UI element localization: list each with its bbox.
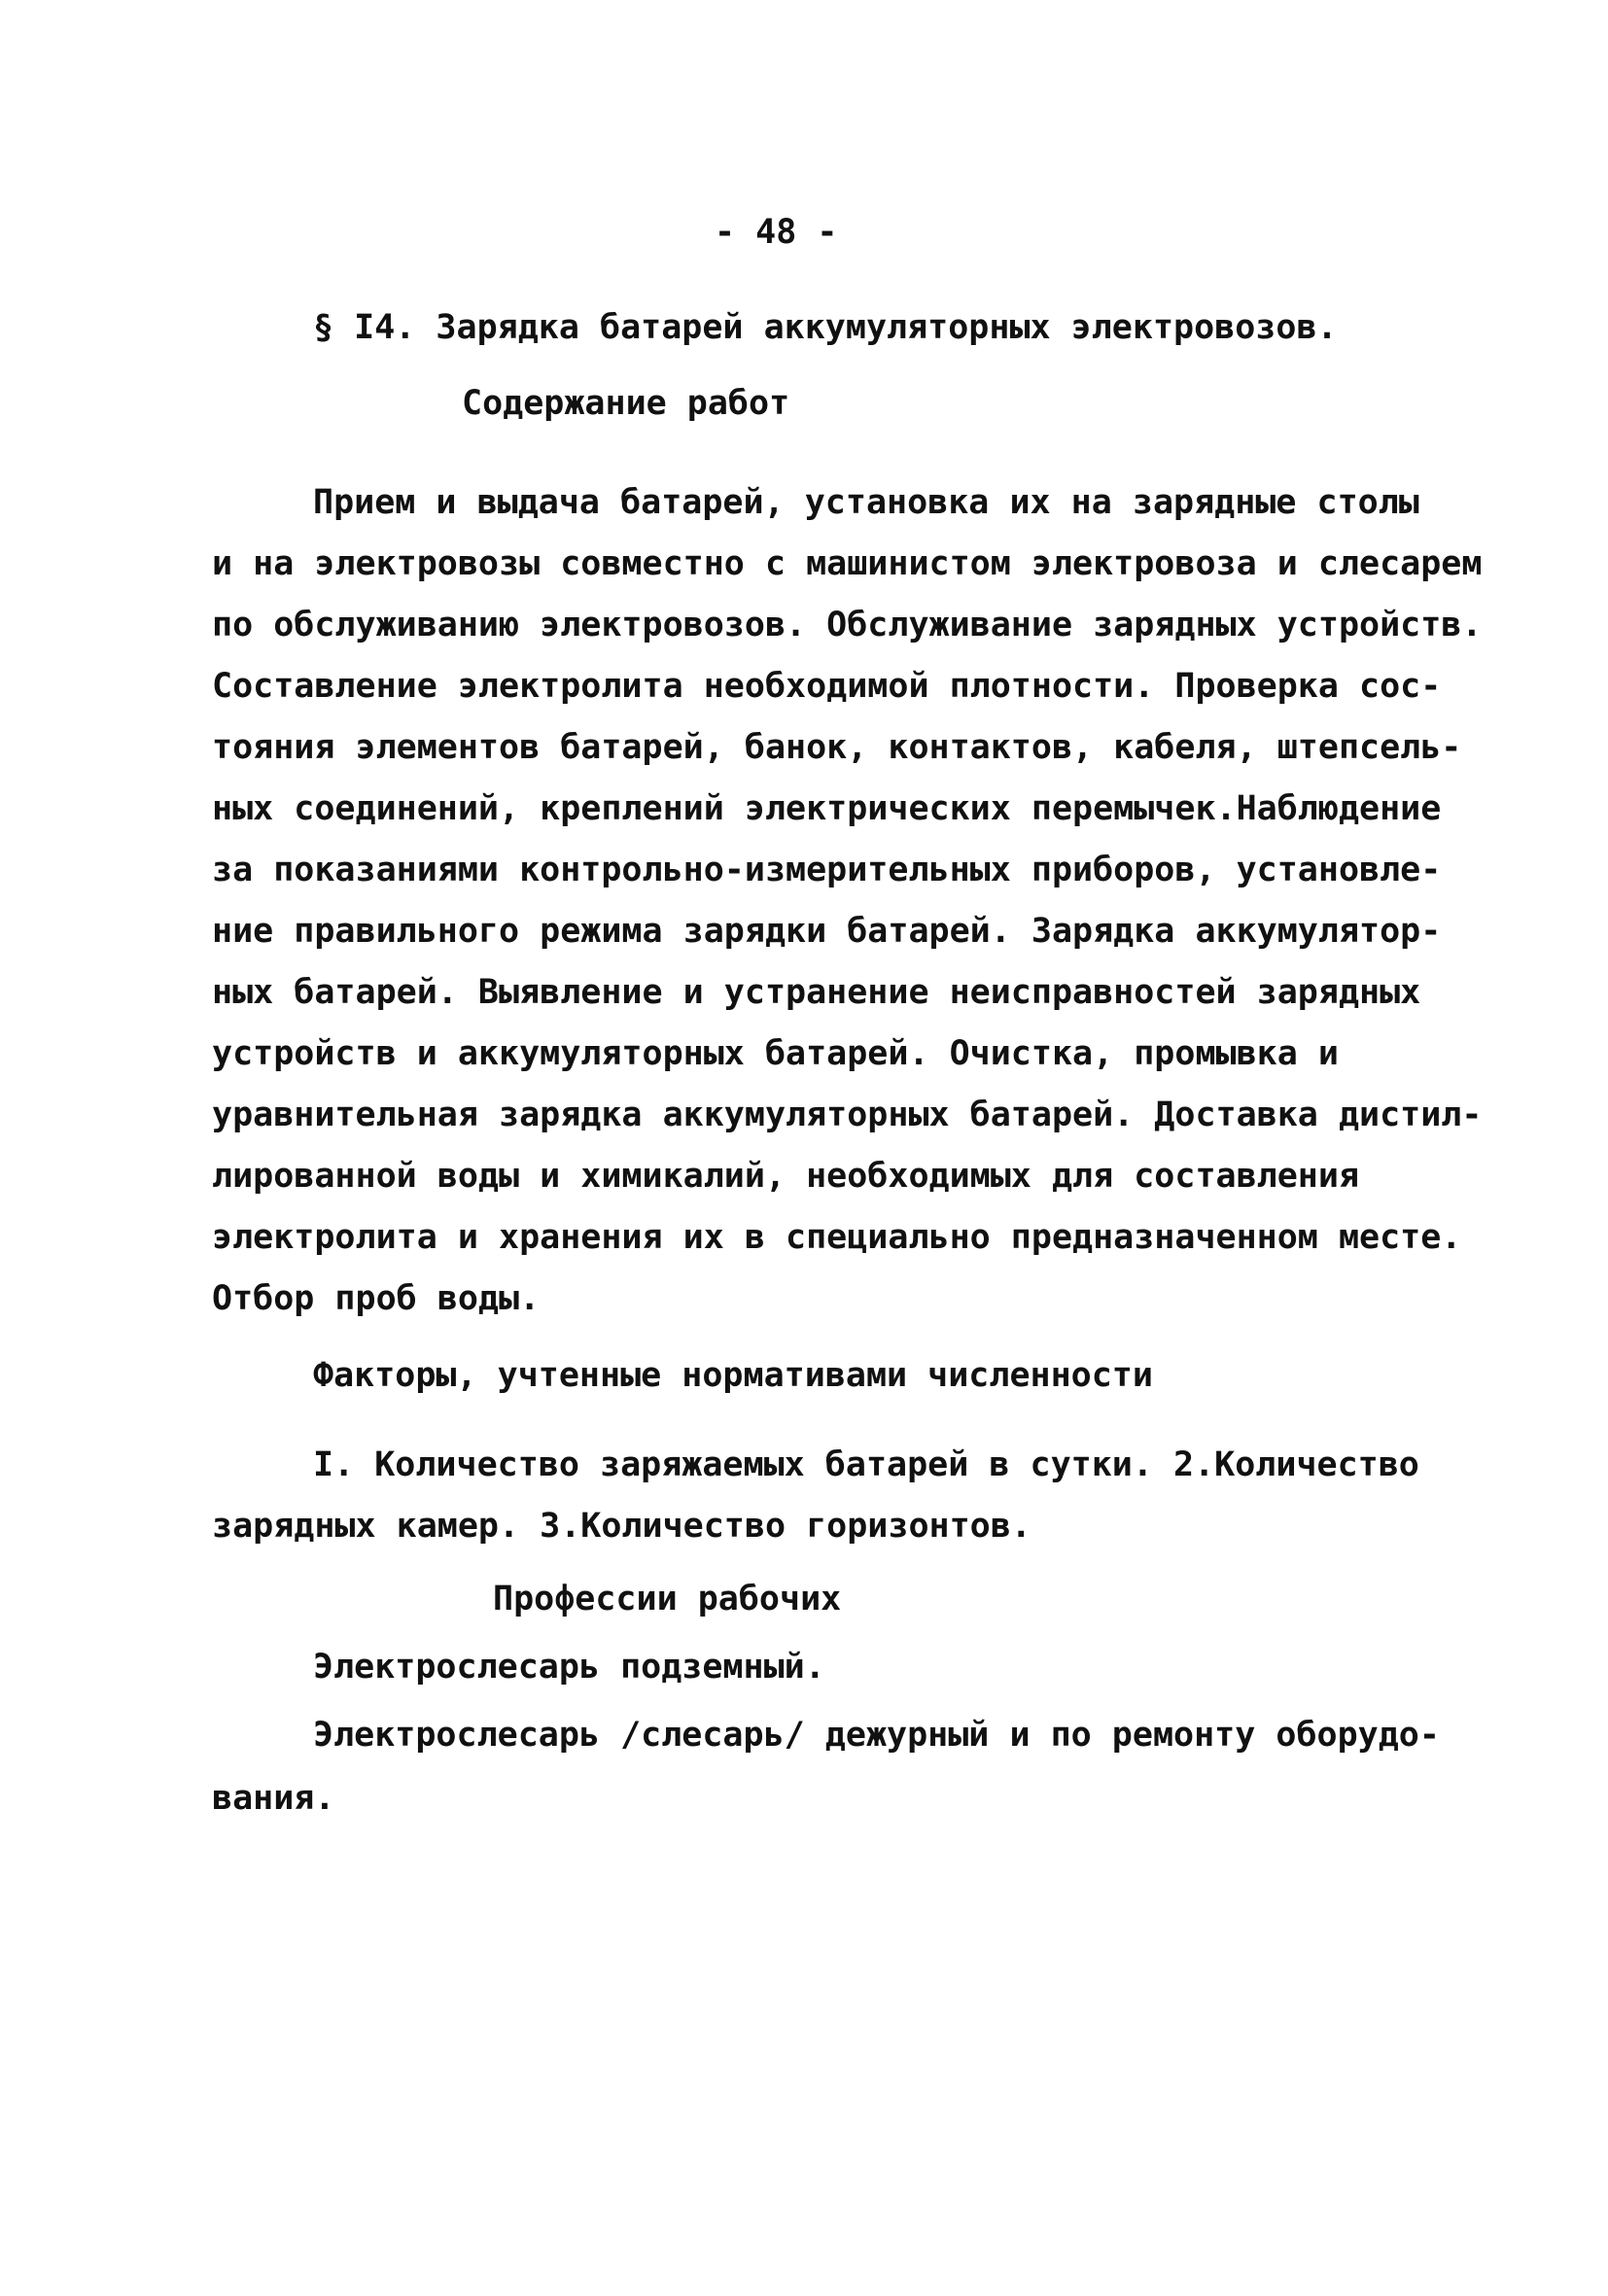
paragraph-line: ние правильного режима зарядки батарей. Зарядка аккумулятор- <box>212 912 1442 951</box>
profession-item-continuation: вания. <box>212 1779 335 1818</box>
paragraph-line: Отбор проб воды. <box>212 1279 541 1318</box>
paragraph-line: за показаниями контрольно-измерительных приборов, установле- <box>212 851 1442 889</box>
professions-heading: Профессии рабочих <box>493 1580 842 1618</box>
paragraph-line: ных батарей. Выявление и устранение неисправностей зарядных <box>212 973 1421 1012</box>
paragraph-line: уравнительная зарядка аккумуляторных батарей. Доставка дистил- <box>212 1096 1483 1134</box>
paragraph-line: лированной воды и химикалий, необходимых для составления <box>212 1157 1360 1196</box>
content-heading: Содержание работ <box>462 384 790 423</box>
paragraph-line: по обслуживанию электровозов. Обслуживание зарядных устройств. <box>212 606 1483 644</box>
factors-heading: Факторы, учтенные нормативами численности <box>313 1356 1153 1395</box>
paragraph-line: ных соединений, креплений электрических перемычек.Наблюдение <box>212 789 1442 828</box>
paragraph-line: Прием и выдача батарей, установка их на зарядные столы <box>313 483 1419 522</box>
profession-item: Электрослесарь /слесарь/ дежурный и по ремонту оборудо- <box>313 1716 1440 1755</box>
section-title: § I4. Зарядка батарей аккумуляторных электровозов. <box>313 308 1338 347</box>
paragraph-line: электролита и хранения их в специально предназначенном месте. <box>212 1218 1462 1257</box>
factors-line: зарядных камер. 3.Количество горизонтов. <box>212 1507 1031 1546</box>
paragraph-line: устройств и аккумуляторных батарей. Очистка, промывка и <box>212 1034 1339 1073</box>
paragraph-line: Составление электролита необходимой плотности. Проверка сос- <box>212 667 1442 706</box>
page-number: - 48 - <box>715 213 838 252</box>
profession-item: Электрослесарь подземный. <box>313 1648 825 1687</box>
factors-line: I. Количество заряжаемых батарей в сутки. 2.Количество <box>313 1445 1419 1484</box>
paragraph-line: тояния элементов батарей, банок, контактов, кабеля, штепсель- <box>212 728 1462 767</box>
paragraph-line: и на электровозы совместно с машинистом электровоза и слесарем <box>212 544 1483 583</box>
